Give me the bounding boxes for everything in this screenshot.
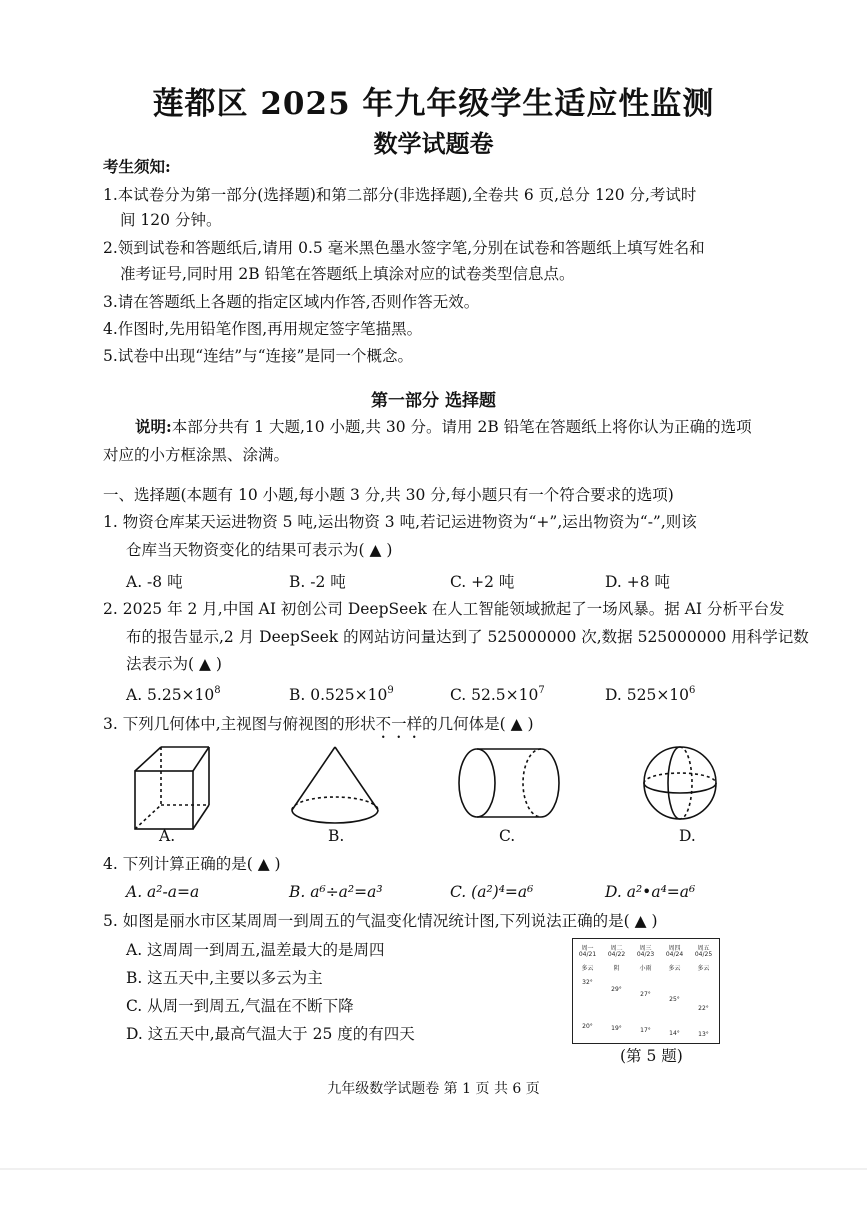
q5-option-d: D. 这五天中,最高气温大于 25 度的有四天	[126, 1025, 415, 1043]
weather-date: 04/25	[694, 951, 713, 958]
q3-label-a: A.	[159, 827, 176, 845]
page-footer: 九年级数学试题卷 第 1 页 共 6 页	[327, 1081, 540, 1097]
q3-solids-figure	[125, 743, 725, 853]
q2-line2: 布的报告显示,2 月 DeepSeek 的网站访问量达到了 525000000 次,数据 525000000 用科学记数	[126, 628, 809, 646]
q4-option-a: A. a²-a=a	[126, 883, 200, 901]
q2-line1: 2. 2025 年 2 月,中国 AI 初创公司 DeepSeek 在人工智能领域掀起了一场风暴。据 AI 分析平台发	[103, 600, 785, 618]
q5-caption: (第 5 题)	[620, 1047, 683, 1065]
weather-col-tue	[602, 939, 631, 1043]
sphere-solid	[644, 747, 716, 819]
q2-option-b: B. $0.525\times 10^9$	[289, 685, 394, 704]
weather-cond: 阴	[613, 965, 620, 972]
cone-solid	[292, 747, 378, 823]
notice-item-2b: 准考证号,同时用 2B 铅笔在答题纸上填涂对应的试卷类型信息点。	[120, 265, 575, 283]
weather-day: 周一	[581, 945, 594, 952]
cylinder-solid	[459, 749, 559, 817]
weather-date: 04/24	[665, 951, 684, 958]
weather-low: 14°	[669, 1030, 680, 1037]
q2-option-a: A. $5.25\times 10^8$	[126, 685, 221, 704]
q5-option-b: B. 这五天中,主要以多云为主	[126, 969, 323, 987]
weather-cond: 多云	[668, 965, 681, 972]
weather-col-wed	[631, 939, 660, 1043]
weather-high: 27°	[640, 991, 651, 998]
weather-high: 32°	[582, 979, 593, 986]
weather-col-fri	[689, 939, 718, 1043]
q1-line2: 仓库当天物资变化的结果可表示为( ▲ )	[126, 541, 393, 559]
weather-high: 25°	[669, 996, 680, 1003]
weather-date: 04/22	[607, 951, 626, 958]
weather-low: 17°	[640, 1027, 651, 1034]
weather-cond: 多云	[581, 965, 594, 972]
weather-day: 周二	[610, 945, 623, 952]
weather-date: 04/21	[578, 951, 597, 958]
weather-col-thu	[660, 939, 689, 1043]
q3-label-d: D.	[679, 827, 696, 845]
part1-explain-line1: 本部分共有 1 大题,10 小题,共 30 分。请用 2B 铅笔在答题纸上将你认为正确的选项	[171, 418, 752, 436]
weather-day: 周四	[668, 945, 681, 952]
q3-line: 3. 下列几何体中,主视图与俯视图的形状不一样的几何体是( ▲ )	[103, 715, 534, 733]
weather-cond: 小雨	[639, 965, 652, 972]
q1-option-b: B. -2 吨	[289, 573, 346, 591]
q5-option-c: C. 从周一到周五,气温在不断下降	[126, 997, 354, 1015]
q1-line1: 1. 物资仓库某天运进物资 5 吨,运出物资 3 吨,若记运进物资为“+”,运出物资为“-”,则该	[103, 513, 697, 531]
weather-low: 20°	[582, 1023, 593, 1030]
part1-title: 第一部分 选择题	[371, 391, 496, 411]
q5-line1: 5. 如图是丽水市区某周周一到周五的气温变化情况统计图,下列说法正确的是( ▲ )	[103, 912, 658, 930]
section1-heading: 一、选择题(本题有 10 小题,每小题 3 分,共 30 分,每小题只有一个符合要求的选项)	[103, 486, 674, 504]
exam-subtitle: 数学试题卷	[373, 129, 494, 158]
q1-option-c: C. +2 吨	[450, 573, 515, 591]
weather-chart	[572, 938, 720, 1044]
weather-day: 周三	[639, 945, 652, 952]
notice-item-1a: 1.本试卷分为第一部分(选择题)和第二部分(非选择题),全卷共 6 页,总分 120 分,考试时	[103, 186, 697, 204]
exam-title: 莲都区 2025 年九年级学生适应性监测	[152, 86, 715, 122]
weather-cond: 多云	[697, 965, 710, 972]
notice-item-2a: 2.领到试卷和答题纸后,请用 0.5 毫米黑色墨水签字笔,分别在试卷和答题纸上填写姓名和	[103, 239, 705, 257]
notice-item-3: 3.请在答题纸上各题的指定区域内作答,否则作答无效。	[103, 293, 480, 311]
notice-item-1b: 间 120 分钟。	[120, 211, 222, 229]
weather-low: 19°	[611, 1025, 622, 1032]
q4-option-c: C. (a²)⁴=a⁶	[450, 883, 534, 901]
weather-date: 04/23	[636, 951, 655, 958]
q2-option-c: C. $52.5\times 10^7$	[450, 685, 545, 704]
q4-line1: 4. 下列计算正确的是( ▲ )	[103, 855, 281, 873]
weather-high: 29°	[611, 986, 622, 993]
q3-label-b: B.	[328, 827, 345, 845]
weather-high: 22°	[698, 1005, 709, 1012]
q4-option-d: D. a²•a⁴=a⁶	[605, 883, 696, 901]
notice-item-4: 4.作图时,先用铅笔作图,再用规定签字笔描黑。	[103, 320, 423, 338]
notice-heading: 考生须知:	[103, 157, 171, 176]
q3-label-c: C.	[499, 827, 516, 845]
q2-line3: 法表示为( ▲ )	[126, 655, 222, 673]
weather-col-mon	[573, 939, 602, 1043]
q1-option-a: A. -8 吨	[126, 573, 183, 591]
q5-option-a: A. 这周周一到周五,温差最大的是周四	[126, 941, 385, 959]
part1-explain-label: 说明:	[135, 417, 172, 436]
q1-option-d: D. +8 吨	[605, 573, 671, 591]
q4-option-b: B. a⁶÷a²=a³	[289, 883, 383, 901]
part1-explain-line2: 对应的小方框涂黑、涂满。	[103, 446, 290, 464]
q3-emphasis: 不一样	[375, 715, 423, 733]
weather-low: 13°	[698, 1031, 709, 1038]
q2-option-d: D. $525\times 10^6$	[605, 685, 696, 704]
page-edge-divider	[0, 1168, 867, 1170]
cube-solid	[135, 747, 209, 829]
weather-day: 周五	[697, 945, 710, 952]
notice-item-5: 5.试卷中出现“连结”与“连接”是同一个概念。	[103, 347, 413, 365]
